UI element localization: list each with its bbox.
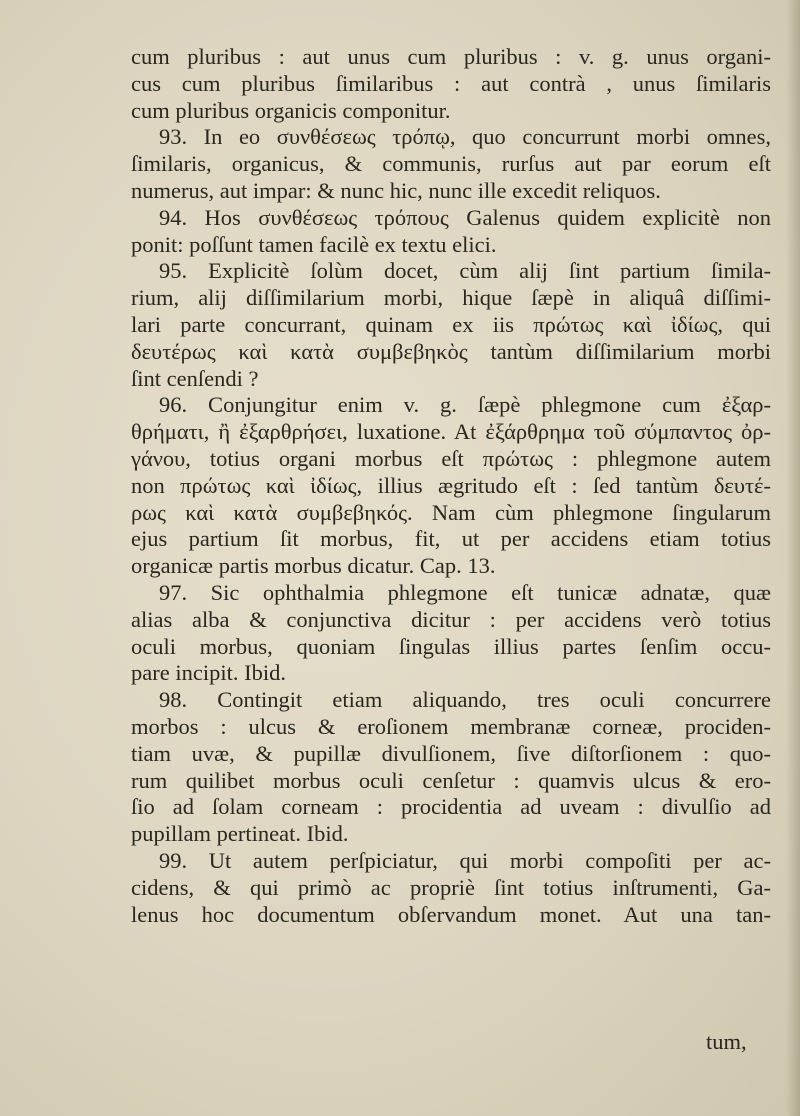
text-line: 95. Explicitè ſolùm docet, cùm alij ſint partium ſimila- <box>159 258 771 284</box>
text-line: 99. Ut autem perſpiciatur, qui morbi compoſiti per ac- <box>159 847 771 873</box>
text-line: ſint cenſendi ? <box>131 365 259 391</box>
text-line: rium, alij diſſimilarium morbi, hique ſæpè in aliquâ diſſimi- <box>131 285 771 311</box>
text-line: lenus hoc documentum obſervandum monet. Aut una tan- <box>131 901 771 927</box>
text-line: lari parte concurrant, quinam ex iis πρώτως καὶ ἰδίως, qui <box>131 311 771 337</box>
text-line: ponit: poſſunt tamen facilè ex textu elici. <box>131 231 497 257</box>
text-line: alias alba & conjunctiva dicitur : per accidens verò totius <box>131 606 771 632</box>
text-line: pupillam pertineat. Ibid. <box>131 821 349 847</box>
text-line: ρως καὶ κατὰ συμβεβηκός. Nam cùm phlegmone ſingularum <box>131 499 771 525</box>
page-edge-shadow <box>786 0 800 1116</box>
text-line: tiam uvæ, & pupillæ divulſionem, ſive diſtorſionem : quo- <box>131 740 771 766</box>
text-line: non πρώτως καὶ ἰδίως, illius ægritudo eſt : ſed tantùm δευτέ- <box>131 472 771 498</box>
text-line: 94. Hos συνθέσεως τρόπους Galenus quidem explicitè non <box>159 204 771 230</box>
body-text <box>131 44 771 928</box>
text-line: 93. In eo συνθέσεως τρόπῳ, quo concurrunt morbi omnes, <box>159 124 771 150</box>
text-line: cum pluribus organicis componitur. <box>131 97 451 123</box>
text-line: rum quilibet morbus oculi cenſetur : quamvis ulcus & ero- <box>131 767 771 793</box>
text-line: δευτέρως καὶ κατὰ συμβεβηκὸς tantùm diſſimilarium morbi <box>131 338 771 364</box>
catchword: tum, <box>706 1029 747 1054</box>
text-line: oculi morbus, quoniam ſingulas illius partes ſenſim occu- <box>131 633 771 659</box>
text-line: 96. Conjungitur enim v. g. ſæpè phlegmone cum ἐξαρ- <box>159 392 771 418</box>
text-line: cidens, & qui primò ac propriè ſint totius inſtrumenti, Ga- <box>131 874 771 900</box>
text-line: cus cum pluribus ſimilaribus : aut contrà , unus ſimilaris <box>131 70 771 96</box>
text-line: numerus, aut impar: & nunc hic, nunc ille excedit reliquos. <box>131 177 661 203</box>
text-line: morbos : ulcus & eroſionem membranæ corneæ, prociden- <box>131 713 771 739</box>
text-line: organicæ partis morbus dicatur. Cap. 13. <box>131 553 496 579</box>
text-line: ejus partium ſit morbus, fit, ut per accidens etiam totius <box>131 526 771 552</box>
text-line: γάνου, totius organi morbus eſt πρώτως : phlegmone autem <box>131 445 771 471</box>
text-line: θρήματι, ἢ ἐξαρθρήσει, luxatione. At ἐξάρθρημα τοῦ σύμπαντος ὀρ- <box>131 419 771 445</box>
text-line: ſimilaris, organicus, & communis, rurſus aut par eorum eſt <box>131 151 771 177</box>
text-line: 98. Contingit etiam aliquando, tres oculi concurrere <box>159 687 771 713</box>
text-line: cum pluribus : aut unus cum pluribus : v. g. unus organi- <box>131 44 771 69</box>
text-line: pare incipit. Ibid. <box>131 660 286 686</box>
text-line: ſio ad ſolam corneam : procidentia ad uveam : divulſio ad <box>131 794 771 820</box>
text-line: 97. Sic ophthalmia phlegmone eſt tunicæ adnatæ, quæ <box>159 579 771 605</box>
